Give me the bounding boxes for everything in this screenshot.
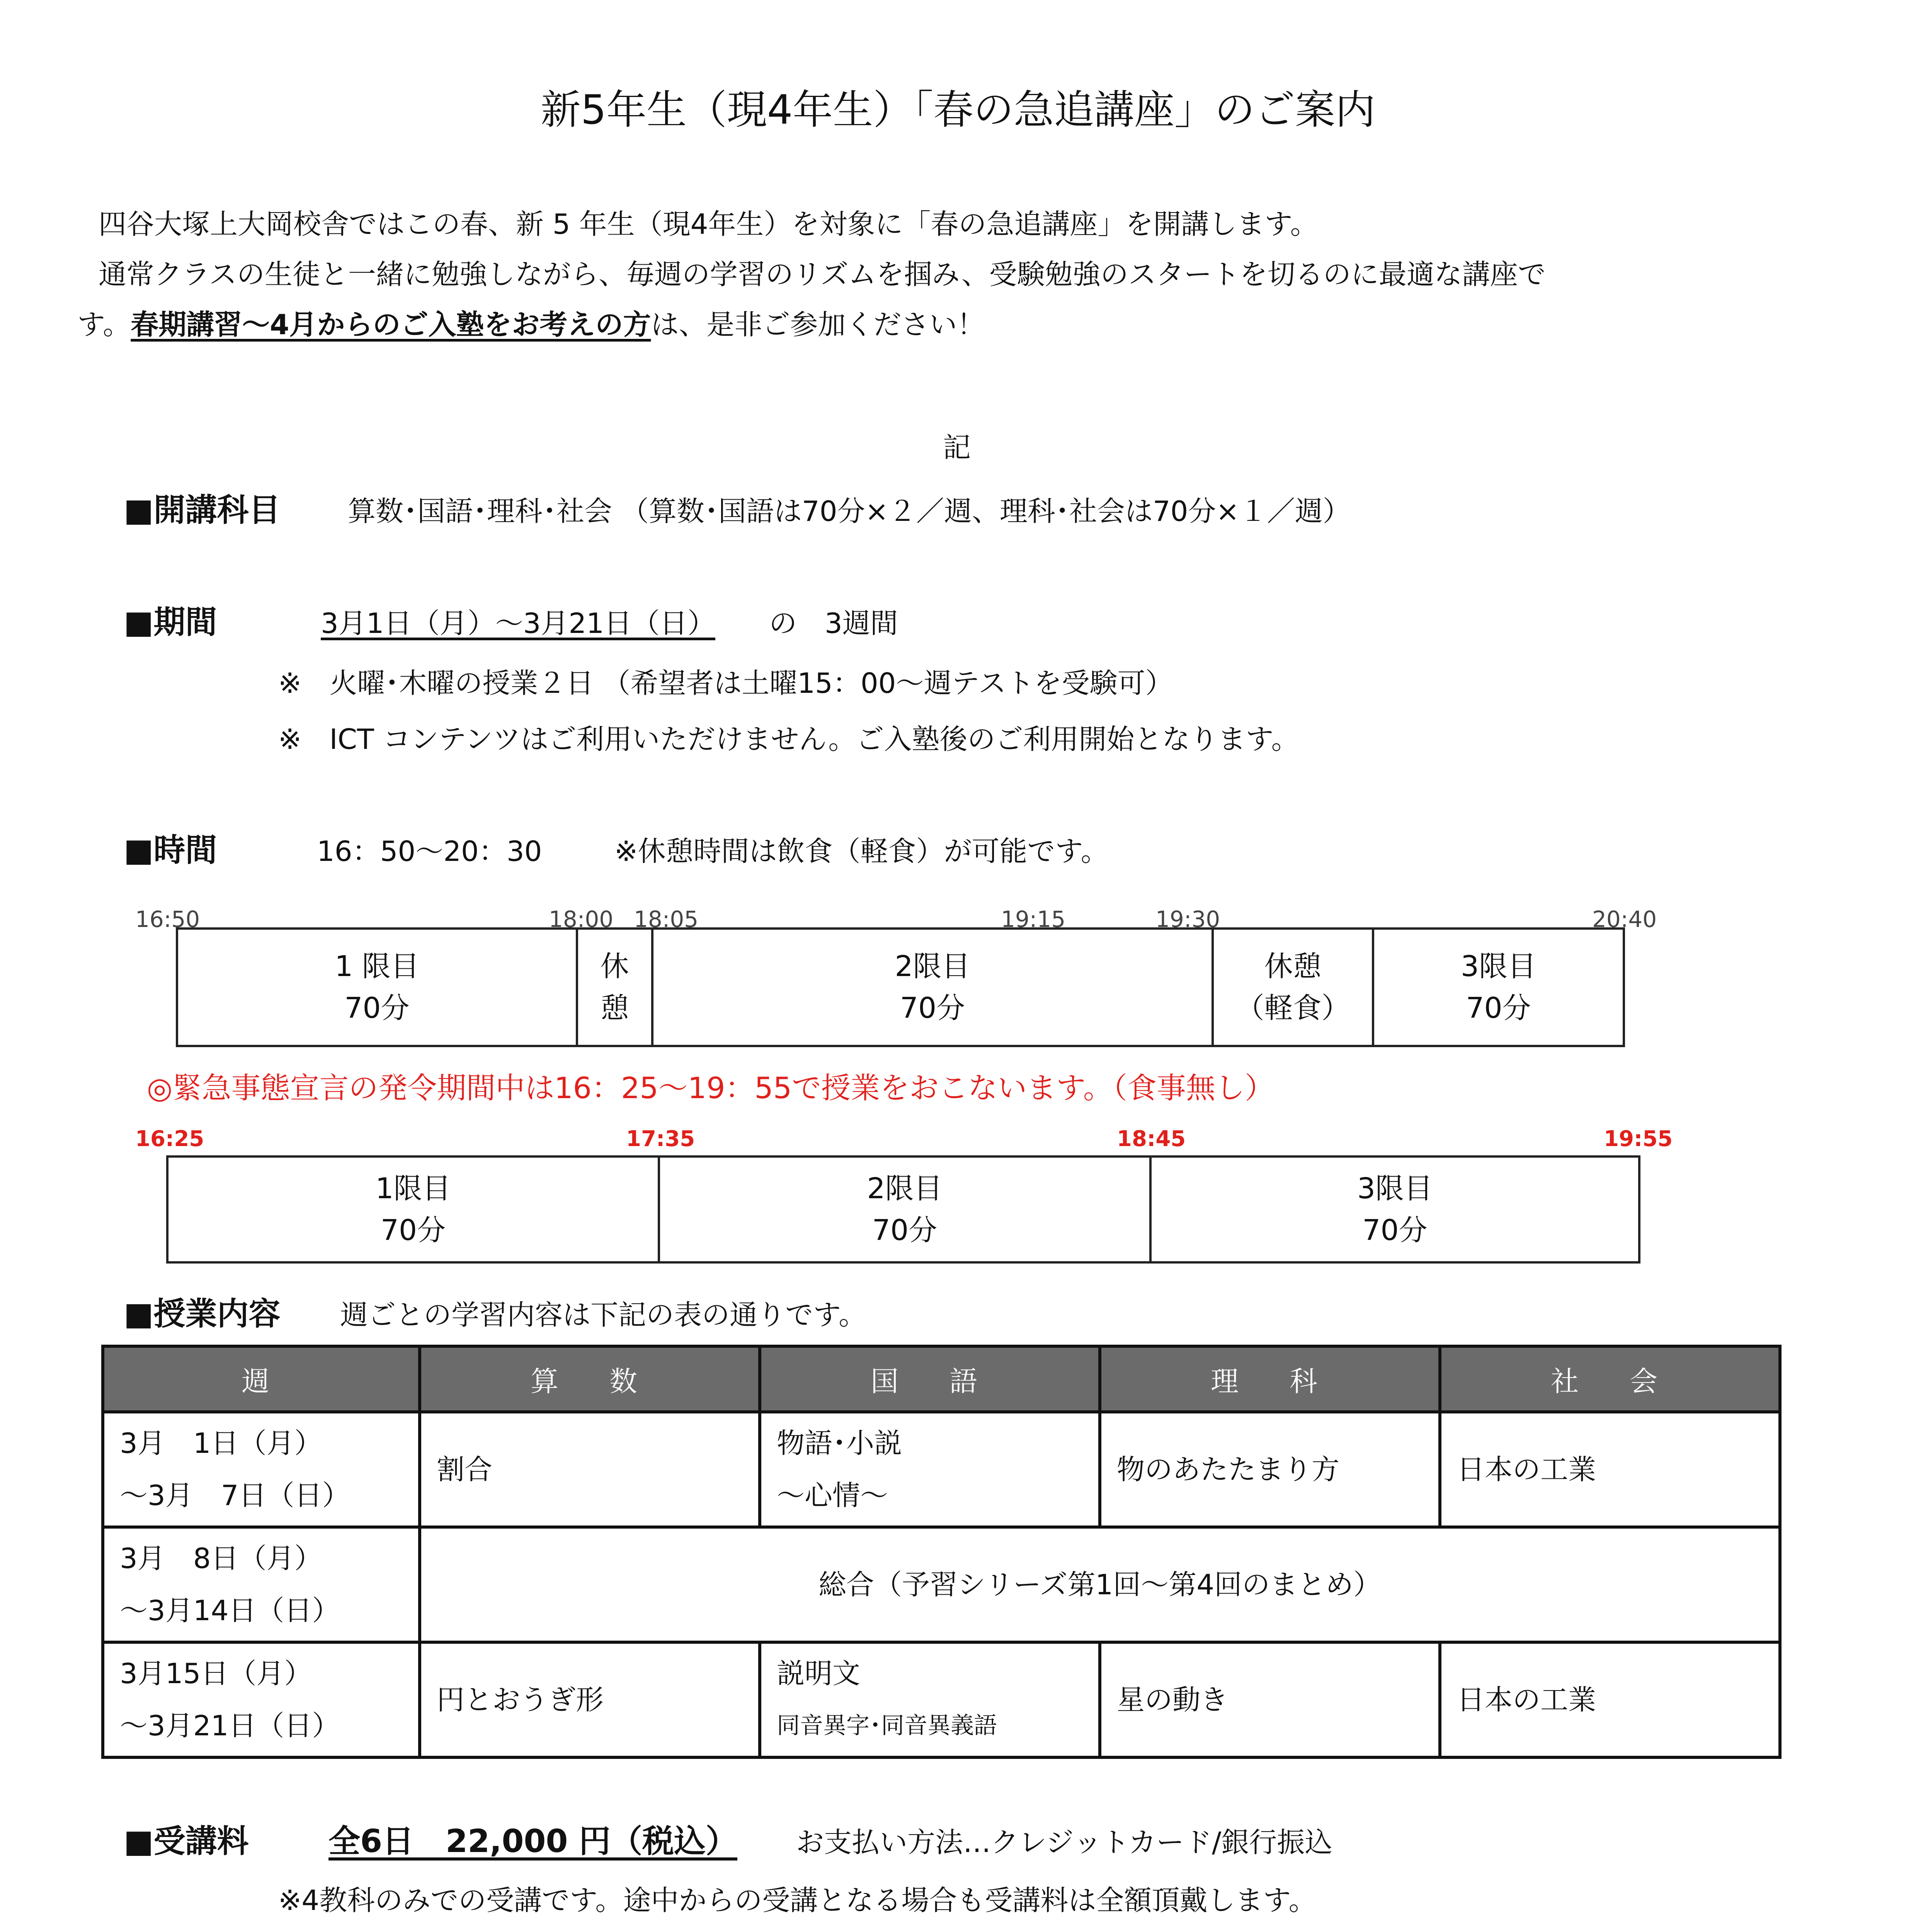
block-duration: 70分 <box>872 1214 938 1247</box>
header-math: 算 数 <box>420 1346 760 1412</box>
subjects-text: 算数･国語･理科･社会 （算数･国語は70分×２／週、理科･社会は70分×１／週） <box>348 495 1351 527</box>
intro-line-3-prefix: す。 <box>77 308 131 341</box>
time-label-1: 16:50 <box>135 906 200 932</box>
japanese-cell <box>760 1642 1100 1757</box>
japanese-topic: 物語･小説 <box>777 1427 902 1459</box>
week-cell <box>103 1412 420 1527</box>
intro-line-3-suffix: は、是非ご参加ください！ <box>651 308 985 341</box>
social-cell: 日本の工業 <box>1440 1412 1780 1527</box>
table-row <box>103 1642 1780 1757</box>
time-label-4: 19:15 <box>1001 906 1066 932</box>
block-label: 2限目 <box>895 950 970 983</box>
time-label-2: 18:00 <box>549 906 614 932</box>
fee-payment: お支払い方法…クレジットカード/銀行振込 <box>796 1826 1333 1859</box>
schedule-table <box>101 1345 1782 1759</box>
time-label-6: 20:40 <box>1592 906 1657 932</box>
period-3-block <box>1374 930 1623 1045</box>
week-start: 3月15日（月） <box>120 1657 312 1690</box>
period-suffix: の 3週間 <box>769 607 898 639</box>
period-1-block <box>178 930 578 1045</box>
block-duration: 70分 <box>900 992 965 1025</box>
week-cell <box>103 1527 420 1642</box>
fee-note: ※4教科のみでの受講です。途中からの受講となる場合も受講料は全額頂戴します。 <box>278 1884 1317 1917</box>
week-end: ～3月 7日（日） <box>120 1479 350 1512</box>
time-label-3: 18:05 <box>634 906 699 932</box>
block-label: 1限目 <box>375 1172 451 1205</box>
table-header-row <box>103 1346 1780 1412</box>
break-2-block <box>1214 930 1374 1045</box>
japanese-subtopic: 同音異字･同音異義語 <box>777 1712 997 1739</box>
emergency-label-4: 19:55 <box>1604 1126 1673 1151</box>
normal-timeline <box>176 927 1625 1047</box>
period-note-1: ※ 火曜･木曜の授業２日 （希望者は土曜15：00～週テストを受験可） <box>278 667 1173 699</box>
science-cell: 物のあたたまり方 <box>1100 1412 1440 1527</box>
intro-line-3 <box>77 301 985 348</box>
japanese-subtopic: ～心情～ <box>777 1479 888 1512</box>
period-dates: 3月1日（月）～3月21日（日） <box>321 607 716 639</box>
week-start: 3月 1日（月） <box>120 1427 322 1459</box>
week-cell <box>103 1642 420 1757</box>
block-duration: 70分 <box>380 1214 446 1247</box>
subjects-heading: ■開講科目 <box>124 492 281 529</box>
period-2-block <box>653 930 1214 1045</box>
science-cell: 星の動き <box>1100 1642 1440 1757</box>
header-social: 社 会 <box>1440 1346 1780 1412</box>
math-cell: 割合 <box>420 1412 760 1527</box>
time-note: ※休憩時間は飲食（軽食）が可能です。 <box>614 835 1109 867</box>
week-start: 3月 8日（月） <box>120 1542 322 1575</box>
break-1-block <box>578 930 653 1045</box>
block-label: 休憩 <box>1264 950 1322 983</box>
intro-line-3-underlined: 春期講習～4月からのご入塾をお考えの方 <box>131 308 651 341</box>
period-heading: ■期間 <box>124 604 217 641</box>
block-label-2: 憩 <box>600 992 629 1025</box>
emergency-label-3: 18:45 <box>1117 1126 1186 1151</box>
week-end: ～3月14日（日） <box>120 1594 340 1627</box>
block-label: 3限目 <box>1460 950 1537 983</box>
time-heading: ■時間 <box>124 832 217 869</box>
emergency-period-2-block <box>660 1158 1152 1261</box>
emergency-label-2: 17:35 <box>626 1126 695 1151</box>
block-label: 3限目 <box>1357 1172 1433 1205</box>
emergency-period-3-block <box>1152 1158 1638 1261</box>
emergency-label-1: 16:25 <box>135 1126 204 1151</box>
fee-amount: 全6日 22,000 円（税込） <box>328 1823 738 1860</box>
content-text: 週ごとの学習内容は下記の表の通りです。 <box>340 1299 867 1331</box>
fee-heading: ■受講料 <box>124 1823 249 1860</box>
period-note-2: ※ ICT コンテンツはご利用いただけません。ご入塾後のご利用開始となります。 <box>278 723 1299 755</box>
ki-label: 記 <box>943 431 971 464</box>
header-science: 理 科 <box>1100 1346 1440 1412</box>
block-duration: 70分 <box>344 992 410 1025</box>
japanese-cell <box>760 1412 1100 1527</box>
block-label: 休 <box>600 950 629 983</box>
time-label-5: 19:30 <box>1155 906 1220 932</box>
japanese-topic: 説明文 <box>777 1657 861 1690</box>
emergency-notice: ◎緊急事態宣言の発令期間中は16：25～19：55で授業をおこないます。（食事無し） <box>147 1071 1274 1105</box>
page-title: 新5年生（現4年生）「春の急追講座」のご案内 <box>540 86 1376 133</box>
header-week: 週 <box>103 1346 420 1412</box>
content-heading: ■授業内容 <box>124 1296 281 1332</box>
emergency-period-1-block <box>168 1158 660 1261</box>
block-label: 2限目 <box>867 1172 943 1205</box>
block-duration: 70分 <box>1362 1214 1428 1247</box>
block-duration: 70分 <box>1466 992 1531 1025</box>
block-label: 1 限目 <box>335 950 419 983</box>
social-cell: 日本の工業 <box>1440 1642 1780 1757</box>
table-row <box>103 1412 1780 1527</box>
intro-line-1: 四谷大塚上大岡校舎ではこの春、新 5 年生（現4年生）を対象に「春の急追講座」を開講します。 <box>99 208 1318 240</box>
time-range: 16：50～20：30 <box>317 835 542 867</box>
math-cell: 円とおうぎ形 <box>420 1642 760 1757</box>
emergency-timeline <box>166 1155 1640 1264</box>
header-japanese: 国 語 <box>760 1346 1100 1412</box>
block-label-2: （軽食） <box>1235 992 1350 1025</box>
table-row <box>103 1527 1780 1642</box>
intro-line-2: 通常クラスの生徒と一緒に勉強しながら、毎週の学習のリズムを掴み、受験勉強のスタートを切るのに最適な講座で <box>99 258 1546 291</box>
week-end: ～3月21日（日） <box>120 1709 340 1742</box>
merged-cell: 総合（予習シリーズ第1回～第4回のまとめ） <box>420 1527 1780 1642</box>
